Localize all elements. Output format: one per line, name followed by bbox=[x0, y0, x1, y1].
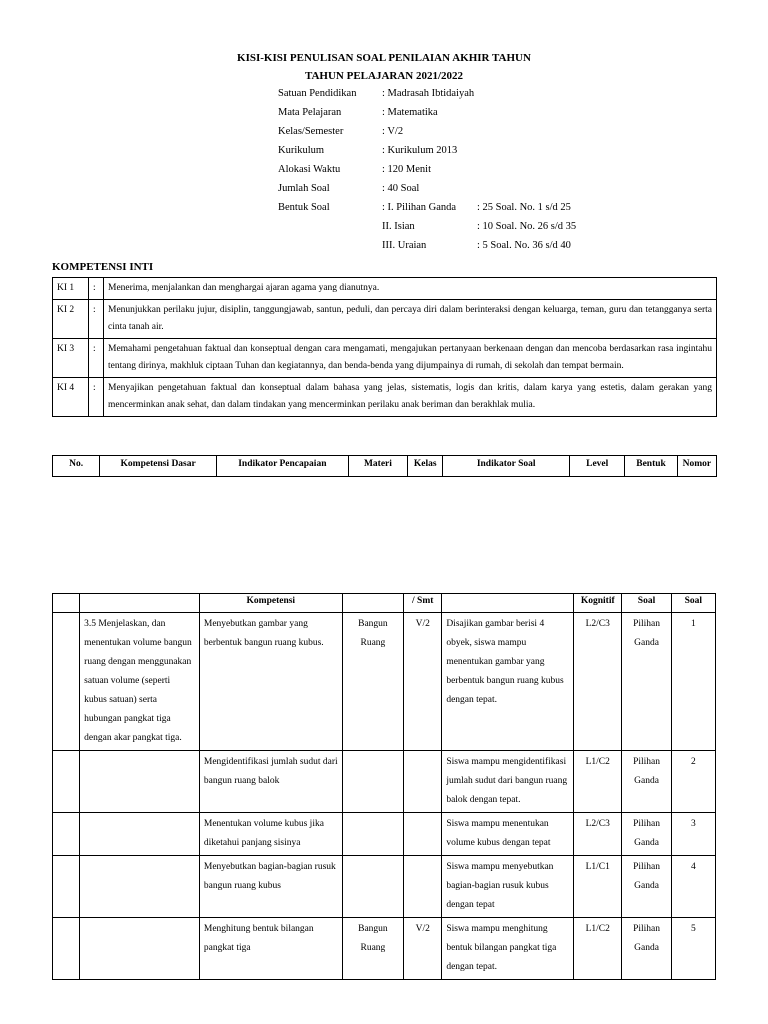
kisi-kisi-table bbox=[52, 593, 716, 980]
column-header-continued: Soal bbox=[622, 594, 671, 613]
cell-materi: Bangun Ruang bbox=[342, 918, 403, 980]
cell-kd: 3.5 Menjelaskan, dan menentukan volume bangun ruang dengan menggunakan satuan volume (seperti kubus satuan) serta hubungan pangkat tiga dengan akar pangkat tiga. bbox=[80, 613, 200, 751]
meta-value: : Matematika bbox=[382, 107, 438, 118]
meta-label: Bentuk Soal bbox=[278, 202, 330, 213]
table-row bbox=[53, 856, 716, 918]
meta-label: Mata Pelajaran bbox=[278, 107, 342, 118]
cell-materi bbox=[342, 813, 403, 856]
meta-row bbox=[278, 240, 576, 259]
ki-description: Menunjukkan perilaku jujur, disiplin, tanggungjawab, santun, peduli, dan percaya diri dalam berinteraksi dengan keluarga, teman, guru dan tetangganya serta cinta tanah air. bbox=[104, 300, 717, 339]
document-title: KISI-KISI PENULISAN SOAL PENILAIAN AKHIR TAHUN bbox=[237, 52, 531, 64]
kisi-kisi-header-table bbox=[52, 455, 717, 477]
column-header: Materi bbox=[348, 456, 407, 477]
identity-block bbox=[278, 88, 576, 259]
cell-indikator: Menyebutkan gambar yang berbentuk bangun ruang kubus. bbox=[199, 613, 342, 751]
cell-kelas bbox=[404, 813, 442, 856]
section-heading-kompetensi-inti: KOMPETENSI INTI bbox=[52, 261, 154, 273]
cell-indikator: Menghitung bentuk bilangan pangkat tiga bbox=[199, 918, 342, 980]
table-row bbox=[53, 751, 716, 813]
column-header: Level bbox=[570, 456, 625, 477]
column-header-continued bbox=[342, 594, 403, 613]
table-row bbox=[53, 918, 716, 980]
cell-kd bbox=[80, 751, 200, 813]
meta-row bbox=[278, 183, 576, 202]
meta-value: : Kurikulum 2013 bbox=[382, 145, 458, 156]
cell-nomor: 4 bbox=[671, 856, 715, 918]
meta-value: : 40 Soal bbox=[382, 183, 420, 194]
cell-no bbox=[53, 856, 80, 918]
meta-row bbox=[278, 145, 576, 164]
cell-nomor: 1 bbox=[671, 613, 715, 751]
cell-no bbox=[53, 613, 80, 751]
cell-bentuk: Pilihan Ganda bbox=[622, 856, 671, 918]
meta-value: : 120 Menit bbox=[382, 164, 431, 175]
meta-extra: : 10 Soal. No. 26 s/d 35 bbox=[477, 221, 577, 232]
meta-row bbox=[278, 221, 576, 240]
cell-materi bbox=[342, 751, 403, 813]
ki-row bbox=[53, 278, 717, 300]
cell-bentuk: Pilihan Ganda bbox=[622, 613, 671, 751]
column-header: Kelas bbox=[408, 456, 443, 477]
ki-colon: : bbox=[89, 339, 104, 378]
cell-materi: Bangun Ruang bbox=[342, 613, 403, 751]
meta-label bbox=[278, 240, 382, 259]
cell-level: L1/C1 bbox=[574, 856, 622, 918]
cell-bentuk: Pilihan Ganda bbox=[622, 751, 671, 813]
meta-label: Satuan Pendidikan bbox=[278, 88, 357, 99]
column-header: Nomor bbox=[677, 456, 716, 477]
cell-indikator: Mengidentifikasi jumlah sudut dari bangun ruang balok bbox=[199, 751, 342, 813]
cell-nomor: 3 bbox=[671, 813, 715, 856]
column-header-continued bbox=[80, 594, 200, 613]
cell-materi bbox=[342, 856, 403, 918]
ki-code: KI 2 bbox=[53, 300, 89, 339]
cell-no bbox=[53, 751, 80, 813]
meta-value: III. Uraian bbox=[382, 240, 427, 251]
cell-kd bbox=[80, 813, 200, 856]
cell-kelas: V/2 bbox=[404, 918, 442, 980]
cell-kd bbox=[80, 918, 200, 980]
column-header: No. bbox=[53, 456, 100, 477]
cell-indikator-soal: Siswa mampu menyebutkan bagian-bagian rusuk kubus dengan tepat bbox=[442, 856, 574, 918]
kompetensi-inti-table bbox=[52, 277, 717, 417]
cell-bentuk: Pilihan Ganda bbox=[622, 813, 671, 856]
meta-row bbox=[278, 88, 576, 107]
table-row bbox=[53, 813, 716, 856]
meta-extra: : 5 Soal. No. 36 s/d 40 bbox=[477, 240, 571, 251]
cell-indikator-soal: Siswa mampu menghitung bentuk bilangan pangkat tiga dengan tepat. bbox=[442, 918, 574, 980]
meta-row bbox=[278, 164, 576, 183]
cell-no bbox=[53, 918, 80, 980]
cell-nomor: 2 bbox=[671, 751, 715, 813]
cell-kelas: V/2 bbox=[404, 613, 442, 751]
cell-indikator: Menyebutkan bagian-bagian rusuk bangun ruang kubus bbox=[199, 856, 342, 918]
ki-code: KI 1 bbox=[53, 278, 89, 300]
meta-row bbox=[278, 126, 576, 145]
cell-nomor: 5 bbox=[671, 918, 715, 980]
cell-kd bbox=[80, 856, 200, 918]
cell-kelas bbox=[404, 856, 442, 918]
cell-indikator-soal: Siswa mampu mengidentifikasi jumlah sudut dari bangun ruang balok dengan tepat. bbox=[442, 751, 574, 813]
meta-label: Jumlah Soal bbox=[278, 183, 330, 194]
meta-value: : I. Pilihan Ganda bbox=[382, 202, 457, 213]
column-header: Bentuk bbox=[625, 456, 677, 477]
ki-colon: : bbox=[89, 300, 104, 339]
ki-code: KI 3 bbox=[53, 339, 89, 378]
cell-kelas bbox=[404, 751, 442, 813]
column-header-continued: Soal bbox=[671, 594, 715, 613]
cell-indikator-soal: Disajikan gambar berisi 4 obyek, siswa mampu menentukan gambar yang berbentuk bangun ruang kubus dengan tepat. bbox=[442, 613, 574, 751]
column-header: Indikator Soal bbox=[443, 456, 570, 477]
meta-row bbox=[278, 107, 576, 126]
meta-label: Kelas/Semester bbox=[278, 126, 344, 137]
column-header: Indikator Pencapaian bbox=[216, 456, 348, 477]
column-header-continued bbox=[442, 594, 574, 613]
meta-label: Kurikulum bbox=[278, 145, 325, 156]
ki-row bbox=[53, 339, 717, 378]
meta-label bbox=[278, 221, 382, 240]
ki-colon: : bbox=[89, 278, 104, 300]
ki-colon: : bbox=[89, 378, 104, 417]
cell-no bbox=[53, 813, 80, 856]
column-header: Kompetensi Dasar bbox=[100, 456, 217, 477]
cell-level: L2/C3 bbox=[574, 613, 622, 751]
cell-level: L1/C2 bbox=[574, 751, 622, 813]
cell-indikator: Menentukan volume kubus jika diketahui panjang sisinya bbox=[199, 813, 342, 856]
meta-value: : V/2 bbox=[382, 126, 404, 137]
column-header-continued: / Smt bbox=[404, 594, 442, 613]
column-header-continued: Kompetensi bbox=[199, 594, 342, 613]
ki-description: Memahami pengetahuan faktual dan konseptual dengan cara mengamati, mengajukan pertanyaan berkenaan dengan dan mencoba berdasarkan rasa ingintahu tentang dirinya, makhluk ciptaan Tuhan dan kegiatannya, dan benda-benda yang dijumpainya di rumah, di sekolah dan tempat bermain. bbox=[104, 339, 717, 378]
table-row bbox=[53, 613, 716, 751]
ki-code: KI 4 bbox=[53, 378, 89, 417]
cell-indikator-soal: Siswa mampu menentukan volume kubus dengan tepat bbox=[442, 813, 574, 856]
meta-value: : Madrasah Ibtidaiyah bbox=[382, 88, 475, 99]
meta-extra: : 25 Soal. No. 1 s/d 25 bbox=[477, 202, 571, 213]
column-header-continued bbox=[53, 594, 80, 613]
ki-row bbox=[53, 300, 717, 339]
meta-value: II. Isian bbox=[382, 221, 415, 232]
column-header-continued: Kognitif bbox=[574, 594, 622, 613]
ki-description: Menyajikan pengetahuan faktual dan konseptual dalam bahasa yang jelas, sistematis, logis dan kritis, dalam karya yang estetis, dalam gerakan yang mencerminkan anak sehat, dan dalam tindakan yang mencerminkan perilaku anak beriman dan berakhlak mulia. bbox=[104, 378, 717, 417]
cell-level: L2/C3 bbox=[574, 813, 622, 856]
ki-row bbox=[53, 378, 717, 417]
meta-row bbox=[278, 202, 576, 221]
cell-bentuk: Pilihan Ganda bbox=[622, 918, 671, 980]
document-subtitle: TAHUN PELAJARAN 2021/2022 bbox=[304, 70, 464, 82]
cell-level: L1/C2 bbox=[574, 918, 622, 980]
ki-description: Menerima, menjalankan dan menghargai ajaran agama yang dianutnya. bbox=[104, 278, 717, 300]
meta-label: Alokasi Waktu bbox=[278, 164, 341, 175]
